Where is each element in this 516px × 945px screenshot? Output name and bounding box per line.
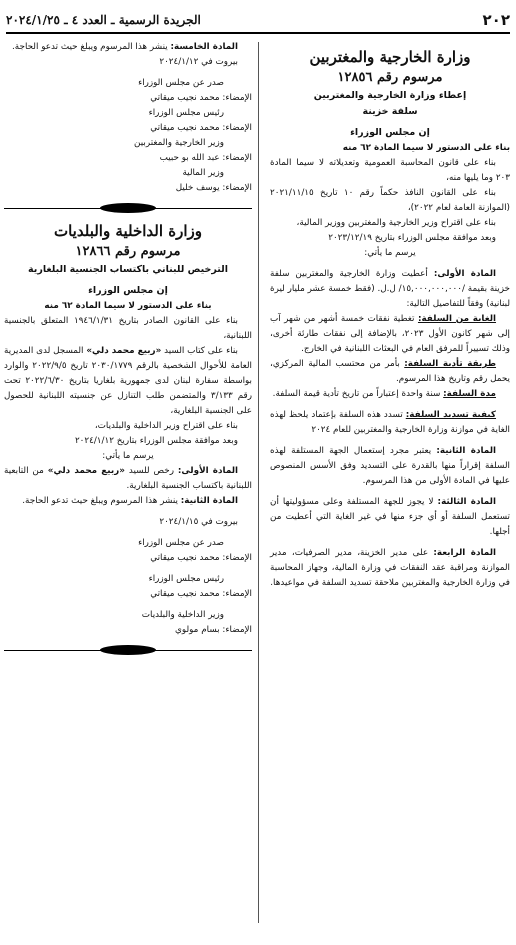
constitution-clause: بناء على الدستور لا سيما المادة ٦٢ منه bbox=[44, 301, 212, 311]
clause-text: سنة واحدة إعتباراً من تاريخ تأدية قيمة السلفة. bbox=[272, 389, 441, 399]
article-2 bbox=[4, 494, 252, 509]
article-text: ينشر هذا المرسوم ويبلغ حيث تدعو الحاجة. bbox=[12, 42, 168, 52]
article-label: المادة الأولى: bbox=[433, 269, 497, 279]
article-text: على مدير الخزينة، مدير الصرفيات، مدير الموازنة ومراقبة عقد النفقات في وزارة المالية، وجهاز المحاسبة في وزارة الخارجية والمغتربين ملاحقة تسديد السلفة في مواعيدها. bbox=[270, 548, 510, 588]
clause-label: الغاية من السلفة: bbox=[417, 314, 497, 324]
advance-duration bbox=[270, 387, 510, 402]
article-text: لا يجوز للجهة المستلفة وعلى مسؤوليتها أن تستعمل السلفة أو أي جزء منها في غير الغاية التي أعطيت من أجلها. bbox=[270, 497, 510, 537]
signature: الإمضاء: يوسف خليل bbox=[175, 183, 252, 193]
article-label: المادة الرابعة: bbox=[433, 548, 497, 558]
page-header bbox=[6, 10, 510, 34]
gazette-issue-title: الجريدة الرسمية ـ العدد ٤ ـ ٢٠٢٤/١/٢٥ bbox=[6, 12, 201, 27]
page-number: ٢٠٢ bbox=[482, 10, 510, 29]
article-text: يعتبر مجرد إستعمال الجهة المستلفة لهذه السلفة إقراراً منها بالقدرة على التسديد وفق الأسس المنصوص عليها في المادة الأولى من هذا المرسوم. bbox=[270, 446, 510, 486]
article-label: المادة الخامسة: bbox=[170, 42, 238, 52]
article-1: المادة الأولى: رخص للسيد «ربيع محمد دلي» من التابعية اللبنانية باكتساب الجنسية البلغارية. bbox=[4, 466, 252, 491]
signature: الإمضاء: محمد نجيب ميقاتي bbox=[150, 553, 252, 563]
ministry-title: وزارة الداخلية والبلديات bbox=[53, 222, 202, 240]
constitution-clause: بناء على الدستور لا سيما المادة ٦٢ منه bbox=[342, 143, 510, 153]
signatory-title: وزير الخارجية والمغتربين bbox=[134, 138, 224, 148]
ministry-title: وزارة الخارجية والمغتربين bbox=[309, 48, 471, 66]
clause-label: طريقة تأدية السلفة: bbox=[404, 359, 497, 369]
signatory-title: رئيس مجلس الوزراء bbox=[148, 108, 224, 118]
recital-2: بناء على كتاب السيد «ربيع محمد دلي» المسجل لدى المديرية العامة للأحوال الشخصية بالرقم ٢٠٣٠/١٧٧٩ تاريخ ٢٠٢٢/٩/٥ والوارد بواسطة سفارة لبنان لدى جمهورية بلغاريا بتاريخ ٢٠٢٢/٦/٣٠ تحت رقم ٣/١٣٣ والمتضمن طلب التنازل عن جنسيته اللبنانية للحصول على الجنسية البلغارية، bbox=[4, 346, 253, 416]
recital-2: بناء على القانون النافذ حكماً رقم ١٠ تاريخ ٢٠٢١/١١/١٥ (الموازنة العامة لعام ٢٠٢٢)، bbox=[270, 188, 510, 213]
article-label: المادة الثانية: bbox=[436, 446, 497, 456]
prev-decree-article-5 bbox=[4, 40, 252, 55]
recital-1: بناء على القانون الصادر بتاريخ ١٩٤٦/١/٣١ المتعلق بالجنسية اللبنانية، bbox=[4, 316, 252, 341]
decree-number: مرسوم رقم ١٢٨٦٦ bbox=[75, 244, 181, 259]
council-heading: إن مجلس الوزراء bbox=[350, 127, 430, 138]
article-3 bbox=[270, 495, 510, 540]
signature: الإمضاء: محمد نجيب ميقاتي bbox=[150, 589, 252, 599]
place-date: بيروت في ٢٠٢٤/١/١٥ bbox=[159, 517, 238, 527]
recital-3: بناء على اقتراح وزير الداخلية والبلديات، bbox=[94, 421, 238, 431]
clause-label: مدة السلفة: bbox=[443, 389, 496, 399]
signature: الإمضاء: محمد نجيب ميقاتي bbox=[150, 93, 252, 103]
column-divider bbox=[258, 42, 259, 923]
issued-by: صدر عن مجلس الوزراء bbox=[138, 538, 224, 548]
left-column bbox=[4, 40, 252, 662]
signature: الإمضاء: محمد نجيب ميقاتي bbox=[150, 123, 252, 133]
article-label: المادة الثانية: bbox=[180, 496, 238, 506]
clause-label: كيفية تسديد السلفة: bbox=[405, 410, 497, 420]
article-text: أعطيت وزارة الخارجية والمغتربين سلفة خزينة بقيمة /١٥,٠٠٠,٠٠٠,٠٠٠/ ل.ل. (فقط خمسة عشر مليار ليرة لبنانية) وفقاً للتفاصيل التالية: bbox=[269, 269, 510, 309]
issued-by: صدر عن مجلس الوزراء bbox=[138, 78, 224, 88]
signatory-title: وزير الداخلية والبلديات bbox=[141, 610, 224, 620]
decree-subject-line1: إعطاء وزارة الخارجية والمغتربين bbox=[313, 90, 467, 101]
article-2 bbox=[270, 444, 510, 489]
clause-text: تسدد هذه السلفة بإعتماد يلحظ لهذه الغاية في موازنة وزارة الخارجية والمغتربين للعام ٢٠٢٤ bbox=[270, 410, 510, 435]
signature: الإمضاء: عبد الله بو حبيب bbox=[159, 153, 252, 163]
decree-subject-line2: سلفة خزينة bbox=[362, 106, 418, 117]
recital-3: بناء على اقتراح وزير الخارجية والمغتربين ووزير المالية، bbox=[296, 218, 496, 228]
article-text: ينشر هذا المرسوم ويبلغ حيث تدعو الحاجة. bbox=[22, 496, 178, 506]
article-4 bbox=[270, 546, 510, 591]
section-separator bbox=[4, 644, 252, 658]
signatory-title: رئيس مجلس الوزراء bbox=[148, 574, 224, 584]
signature: الإمضاء: بسام مولوي bbox=[175, 625, 252, 635]
person-name: «ربيع محمد دلي» bbox=[86, 346, 162, 356]
recital-4: وبعد موافقة مجلس الوزراء بتاريخ ٢٠٢٤/١/١٢ bbox=[74, 436, 238, 446]
article-label: المادة الأولى: bbox=[177, 466, 239, 476]
decrees-line: يرسم ما يأتي: bbox=[364, 248, 416, 258]
article-label: المادة الثالثة: bbox=[437, 497, 497, 507]
section-separator bbox=[4, 202, 252, 216]
person-name: «ربيع محمد دلي» bbox=[47, 466, 125, 476]
advance-purpose bbox=[270, 312, 510, 357]
foreign-affairs-decree bbox=[270, 40, 510, 591]
decree-number: مرسوم رقم ١٢٨٥٦ bbox=[337, 70, 443, 85]
recital-4: وبعد موافقة مجلس الوزراء بتاريخ ٢٠٢٣/١٢/١٩ bbox=[328, 233, 496, 243]
advance-payment-method bbox=[270, 357, 510, 387]
signatory-title: وزير المالية bbox=[182, 168, 224, 178]
clause-text: بأمر من محتسب المالية المركزي، يحمل رقم وتاريخ هذا المرسوم. bbox=[270, 359, 510, 384]
decrees-line: يرسم ما يأتي: bbox=[102, 451, 154, 461]
advance-repayment bbox=[270, 408, 510, 438]
recital-1: بناء على قانون المحاسبة العمومية وتعديلاته لا سيما المادة ٢٠٣ وما يليها منه، bbox=[270, 158, 510, 183]
clause-text: تغطية نفقات خمسة أشهر من شهر آب إلى شهر كانون الأول ٢٠٢٣، بالإضافة إلى نفقات طارئة أخرى، وذلك تسييراً للمرفق العام في البعثات اللبنانية في الخارج. bbox=[270, 314, 511, 354]
decree-subject: الترخيص للبناني باكتساب الجنسية البلغارية bbox=[28, 264, 228, 275]
council-heading: إن مجلس الوزراء bbox=[88, 285, 168, 296]
place-date: بيروت في ٢٠٢٤/١/١٢ bbox=[159, 57, 238, 67]
article-1 bbox=[270, 267, 510, 312]
